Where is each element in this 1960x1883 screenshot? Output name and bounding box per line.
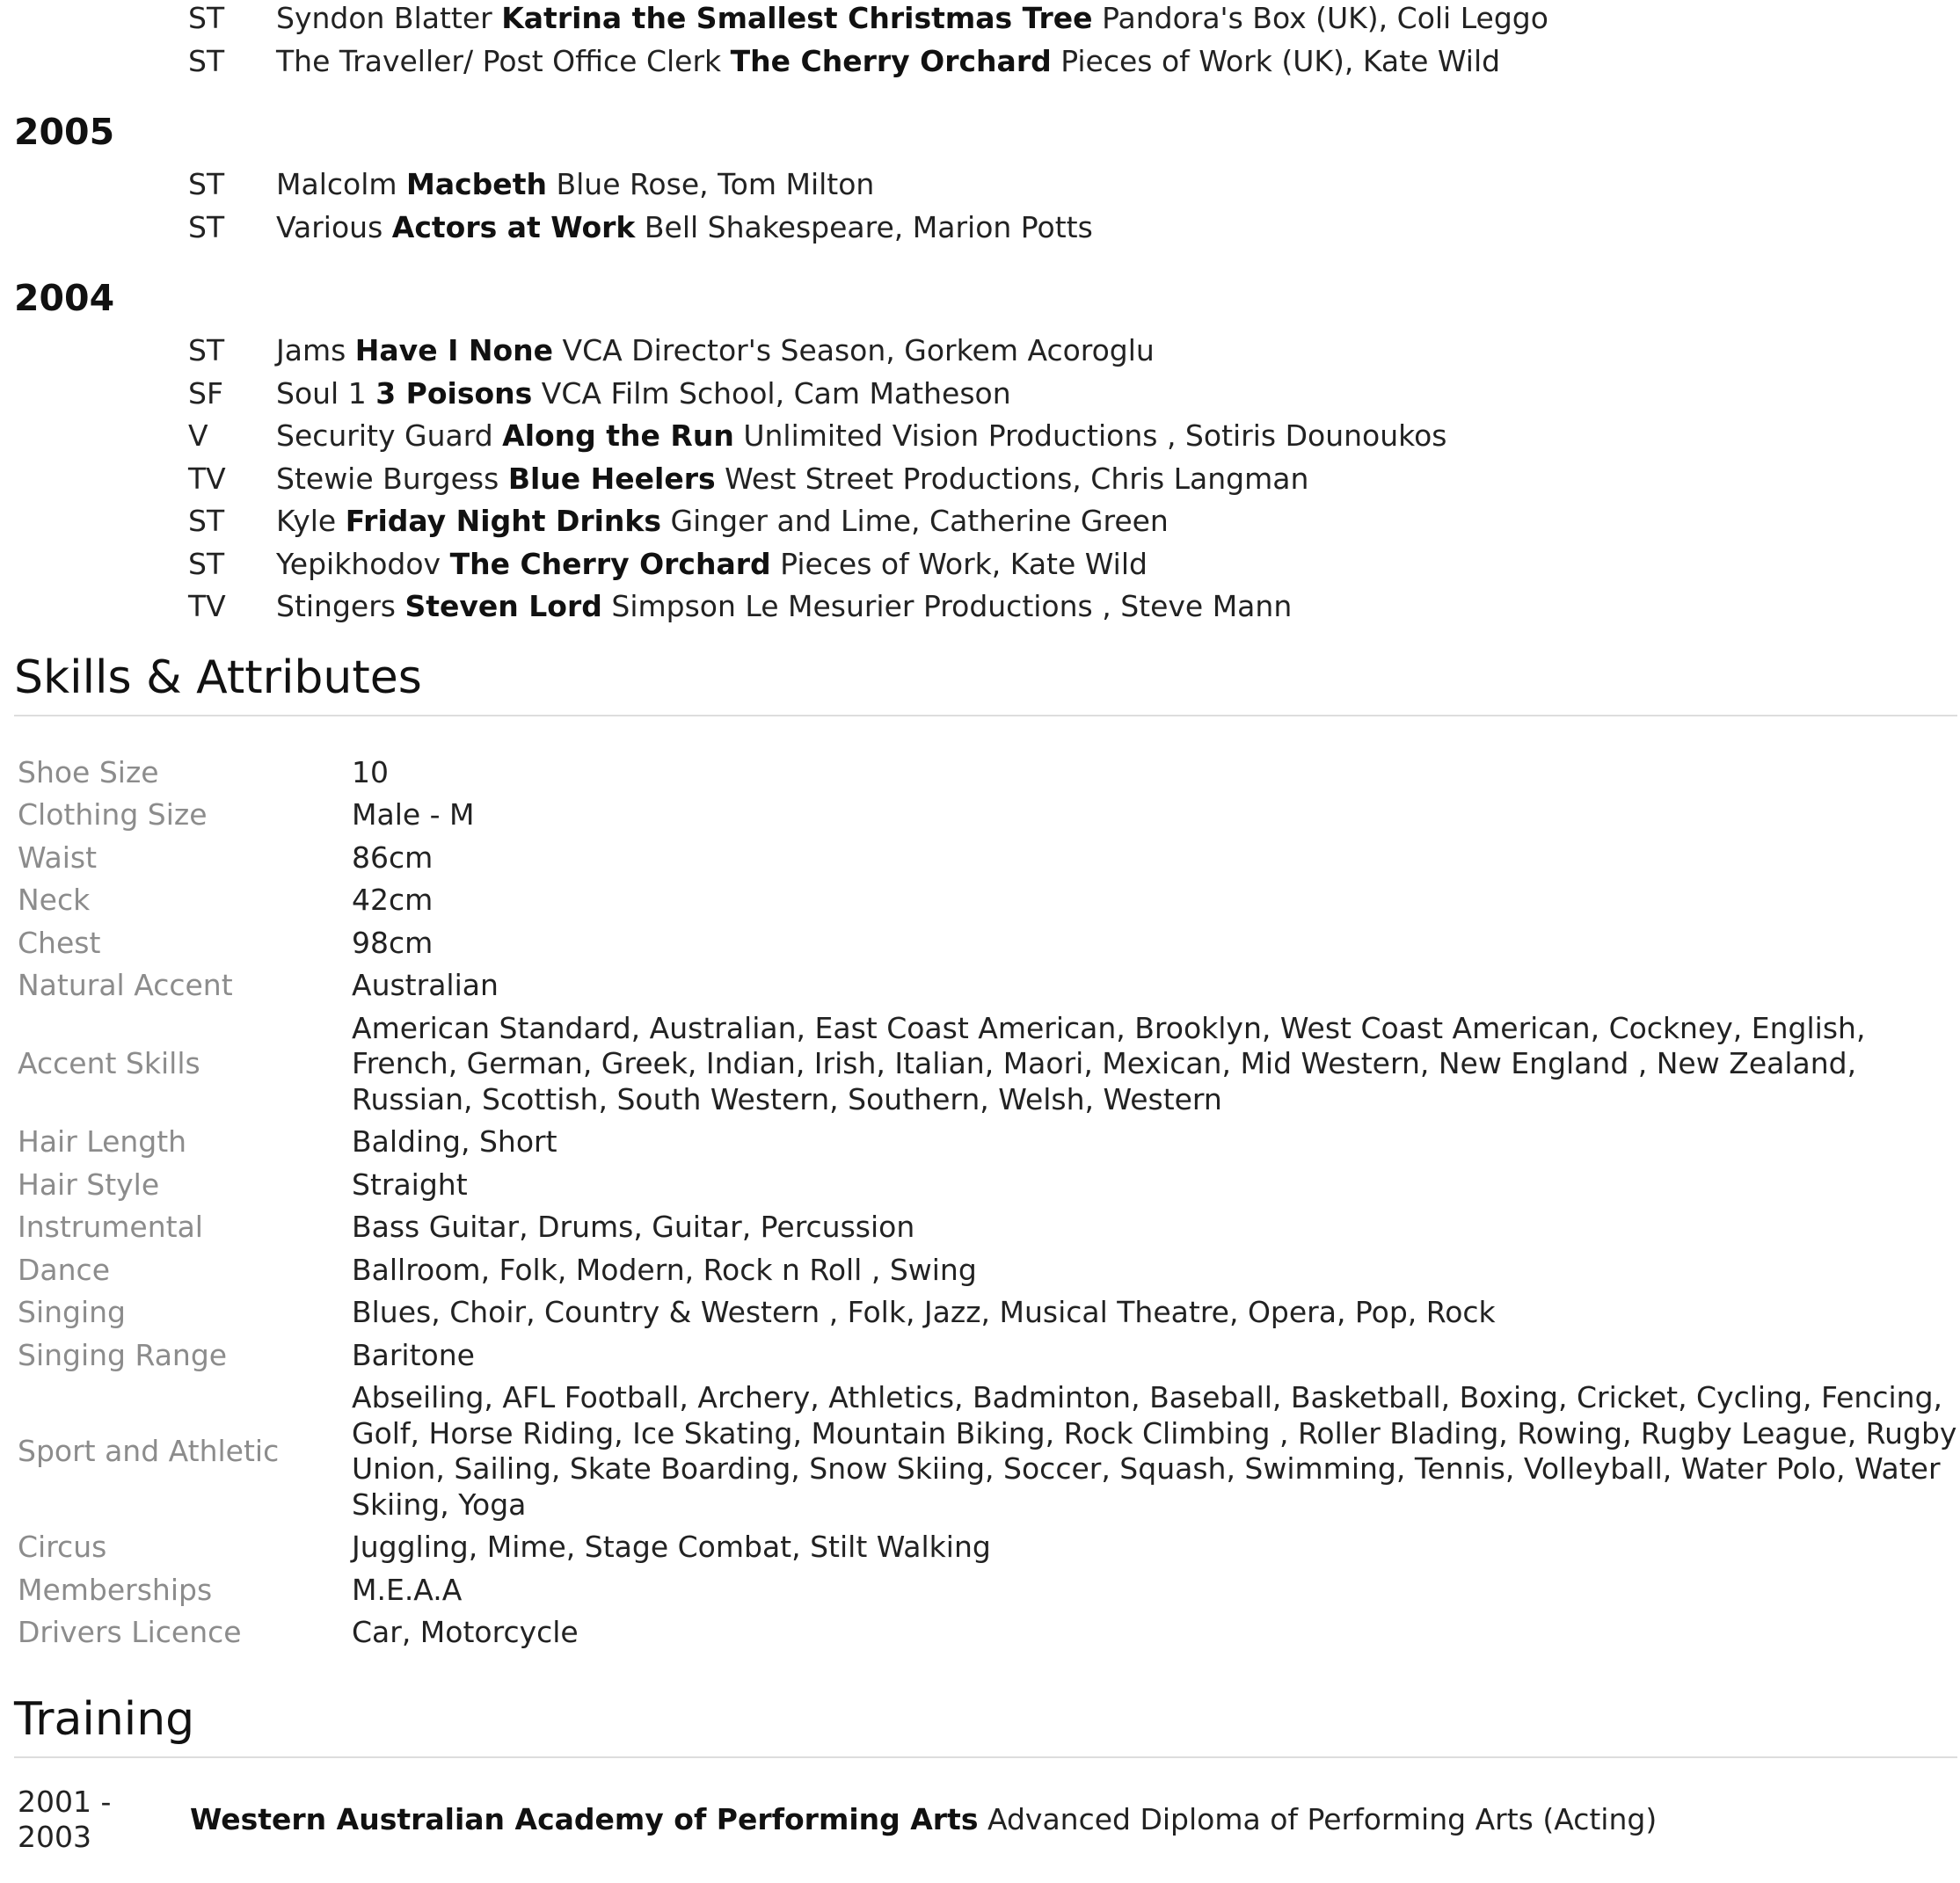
- skills-heading: Skills & Attributes: [14, 650, 1957, 716]
- skill-value: Male - M: [352, 797, 475, 832]
- credit-title: Have I None: [354, 333, 553, 367]
- credit-text: [276, 0, 1548, 40]
- skill-value: Abseiling, AFL Football, Archery, Athletics, Badminton, Baseball, Basketball, Boxing, Cricket, Cycling, Fencing, Golf, Horse Riding, Ice Skating, Mountain Biking, Rock Climbing , Roller Blading, Rowing, Rugby League, Rugby Union, Sailing, Skate Boarding, Snow Skiing, Soccer, Squash, Swimming, Tennis, Volleyball, Water Polo, Water Skiing, Yoga: [352, 1380, 1957, 1522]
- credit-role: Stewie Burgess: [276, 461, 499, 496]
- credit-group: [14, 83, 1957, 249]
- credit-group: [14, 249, 1957, 629]
- skill-row: [14, 1377, 1957, 1526]
- credit-title: Macbeth: [406, 167, 547, 201]
- skill-label: Shoe Size: [18, 754, 159, 789]
- training-text: [190, 1802, 1657, 1836]
- credit-group: [14, 0, 1957, 83]
- skill-value: Car, Motorcycle: [352, 1615, 579, 1649]
- credit-text: [276, 500, 1169, 543]
- skill-value: Ballroom, Folk, Modern, Rock n Roll , Swing: [352, 1252, 977, 1287]
- skill-row: [14, 1611, 1957, 1654]
- skill-value: Blues, Choir, Country & Western , Folk, Jazz, Musical Theatre, Opera, Pop, Rock: [352, 1295, 1496, 1329]
- credit-company: Pieces of Work, Kate Wild: [780, 546, 1148, 581]
- credit-role: Various: [276, 209, 383, 244]
- credit-role: Stingers: [276, 589, 396, 623]
- skill-row: [14, 1291, 1957, 1334]
- credit-title: The Cherry Orchard: [449, 546, 771, 581]
- credit-title: 3 Poisons: [375, 375, 533, 411]
- credit-type: ST: [188, 209, 225, 244]
- credit-row: [14, 164, 1957, 207]
- credit-row: [14, 0, 1957, 40]
- skill-value: Juggling, Mime, Stage Combat, Stilt Walking: [352, 1530, 991, 1564]
- credit-text: [276, 373, 1011, 416]
- credit-year: 2005: [14, 111, 115, 153]
- credit-company: Blue Rose, Tom Milton: [556, 167, 875, 201]
- resume-page: [14, 0, 1957, 1855]
- training-institution: Western Australian Academy of Performing Arts: [190, 1802, 979, 1836]
- credit-text: [276, 164, 874, 207]
- skill-value: 10: [352, 754, 389, 789]
- skill-value: M.E.A.A: [352, 1572, 463, 1607]
- skill-value: 86cm: [352, 840, 434, 875]
- credit-type: TV: [188, 589, 226, 623]
- skill-value: 42cm: [352, 883, 434, 917]
- skill-row: [14, 752, 1957, 795]
- training-year-end: 2003: [18, 1819, 91, 1854]
- credit-company: Simpson Le Mesurier Productions , Steve Mann: [611, 589, 1293, 623]
- credit-text: [276, 330, 1155, 373]
- skill-label: Memberships: [18, 1572, 213, 1607]
- skill-label: Singing Range: [18, 1337, 228, 1372]
- credit-text: [276, 415, 1446, 458]
- credit-row: [14, 458, 1957, 501]
- skill-label: Neck: [18, 883, 91, 917]
- credit-row: [14, 543, 1957, 586]
- skill-label: Accent Skills: [18, 1046, 200, 1080]
- credit-type: TV: [188, 461, 226, 496]
- skill-label: Dance: [18, 1252, 110, 1287]
- skill-row: [14, 1526, 1957, 1569]
- skill-label: Circus: [18, 1530, 107, 1564]
- skills-table: [14, 752, 1957, 1654]
- credit-row: [14, 500, 1957, 543]
- credit-title: Steven Lord: [404, 589, 602, 623]
- credit-text: [276, 585, 1292, 629]
- skill-value: 98cm: [352, 925, 434, 960]
- credit-role: Soul 1: [276, 375, 367, 411]
- credit-company: Bell Shakespeare, Marion Potts: [644, 209, 1093, 244]
- skill-row: [14, 1121, 1957, 1164]
- credit-role: Syndon Blatter: [276, 1, 492, 35]
- training-course: Advanced Diploma of Performing Arts (Acting): [987, 1802, 1658, 1836]
- credit-year: 2004: [14, 277, 115, 319]
- training-years: [14, 1785, 190, 1855]
- training-heading: Training: [14, 1691, 1957, 1758]
- credit-row: [14, 585, 1957, 629]
- credit-type: ST: [188, 546, 225, 581]
- credit-title: Blue Heelers: [507, 461, 716, 496]
- skill-row: [14, 879, 1957, 922]
- skill-value: Bass Guitar, Drums, Guitar, Percussion: [352, 1210, 915, 1244]
- training-year-start: 2001 -: [18, 1784, 112, 1819]
- credit-company: Ginger and Lime, Catherine Green: [670, 504, 1169, 538]
- credit-title: The Cherry Orchard: [730, 43, 1052, 78]
- skill-label: Singing: [18, 1295, 127, 1329]
- credit-company: Pieces of Work (UK), Kate Wild: [1060, 43, 1501, 78]
- skill-label: Instrumental: [18, 1210, 203, 1244]
- credit-role: Jams: [276, 333, 346, 367]
- credit-type: ST: [188, 333, 225, 367]
- credit-row: [14, 330, 1957, 373]
- credit-company: Pandora's Box (UK), Coli Leggo: [1102, 1, 1548, 35]
- skill-label: Natural Accent: [18, 968, 233, 1002]
- skill-row: [14, 1206, 1957, 1249]
- skill-row: [14, 922, 1957, 965]
- credits-list: [14, 0, 1957, 629]
- credit-title: Actors at Work: [391, 209, 636, 244]
- skill-row: [14, 1249, 1957, 1292]
- skill-row: [14, 964, 1957, 1007]
- skill-label: Waist: [18, 840, 98, 875]
- credit-title: Friday Night Drinks: [345, 504, 662, 538]
- credit-company: VCA Director's Season, Gorkem Acoroglu: [562, 333, 1155, 367]
- credit-text: [276, 458, 1308, 501]
- credit-role: Kyle: [276, 504, 337, 538]
- skill-value: Balding, Short: [352, 1124, 557, 1159]
- skill-value: Australian: [352, 968, 499, 1002]
- credit-text: [276, 207, 1093, 250]
- skill-label: Chest: [18, 925, 101, 960]
- credit-title: Katrina the Smallest Christmas Tree: [501, 1, 1093, 35]
- skill-value: Baritone: [352, 1337, 475, 1372]
- credit-role: Security Guard: [276, 418, 493, 453]
- credit-company: West Street Productions, Chris Langman: [725, 461, 1309, 496]
- credit-role: Yepikhodov: [276, 546, 441, 581]
- credit-type: ST: [188, 167, 225, 201]
- skill-label: Drivers Licence: [18, 1615, 242, 1649]
- credit-title: Along the Run: [502, 418, 734, 453]
- skill-label: Hair Length: [18, 1124, 187, 1159]
- skill-label: Sport and Athletic: [18, 1433, 280, 1468]
- skill-row: [14, 837, 1957, 880]
- credit-company: Unlimited Vision Productions , Sotiris Dounoukos: [743, 418, 1447, 453]
- skill-value: American Standard, Australian, East Coast American, Brooklyn, West Coast American, Cockney, English, French, German, Greek, Indian, Irish, Italian, Maori, Mexican, Mid Western, New England , New Zealand, Russian, Scottish, South Western, Southern, Welsh, Western: [352, 1010, 1866, 1116]
- skill-row: [14, 1164, 1957, 1207]
- credit-type: ST: [188, 43, 225, 78]
- credit-row: [14, 373, 1957, 416]
- credit-text: [276, 543, 1148, 586]
- credit-type: V: [188, 418, 208, 453]
- skill-row: [14, 794, 1957, 837]
- credit-role: Malcolm: [276, 167, 397, 201]
- skill-value: Straight: [352, 1167, 468, 1202]
- credit-row: [14, 207, 1957, 250]
- credit-role: The Traveller/ Post Office Clerk: [276, 43, 722, 78]
- credit-type: ST: [188, 504, 225, 538]
- skill-row: [14, 1569, 1957, 1612]
- credit-type: SF: [188, 375, 223, 411]
- credit-type: ST: [188, 1, 225, 35]
- training-row: [14, 1785, 1957, 1855]
- credit-row: [14, 415, 1957, 458]
- credit-row: [14, 40, 1957, 84]
- credit-company: VCA Film School, Cam Matheson: [541, 375, 1011, 411]
- skill-label: Hair Style: [18, 1167, 160, 1202]
- credit-text: [276, 40, 1500, 84]
- skill-row: [14, 1334, 1957, 1378]
- skill-label: Clothing Size: [18, 797, 208, 832]
- skill-row: [14, 1007, 1957, 1122]
